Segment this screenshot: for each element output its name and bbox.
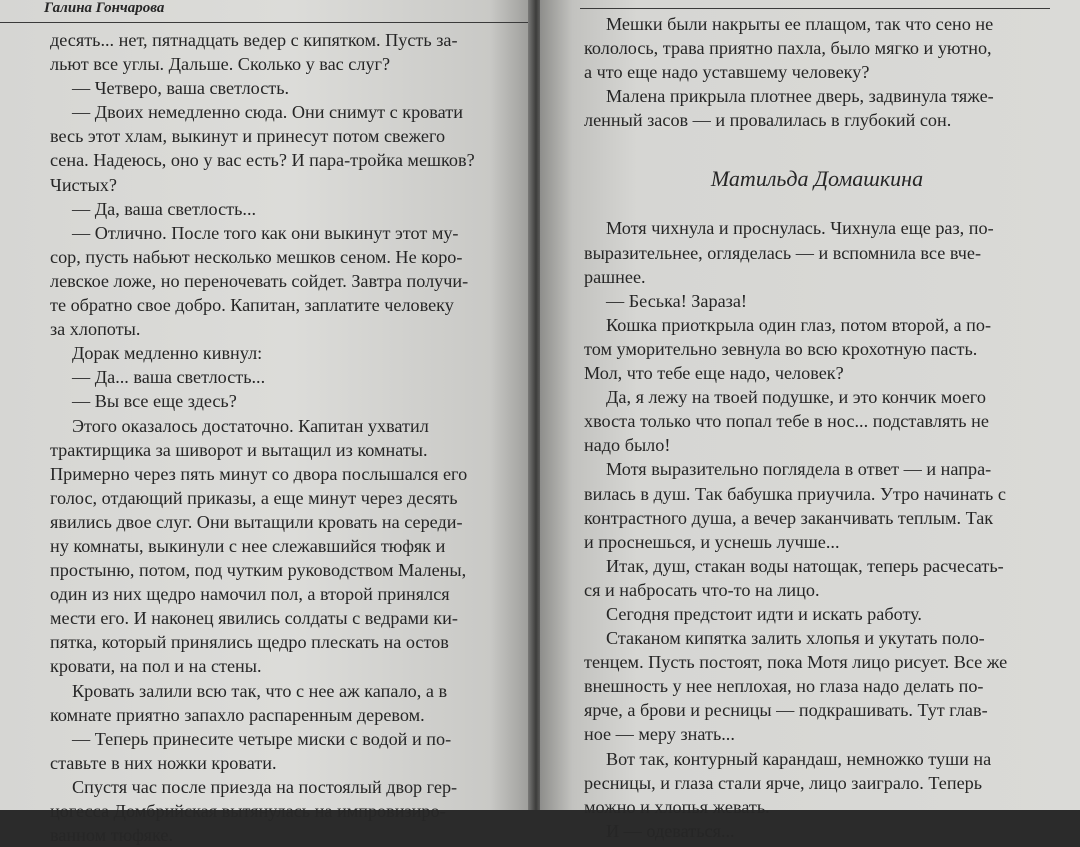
text-line: и проснешься, и уснешь лучше...	[584, 531, 840, 552]
text-line: сор, пусть набьют несколько мешков сеном. Не коро-	[50, 246, 463, 267]
text-line: трактирщика за шиворот и вытащил из комнаты.	[50, 439, 428, 460]
text-line: — Двоих немедленно сюда. Они снимут с кровати	[72, 102, 463, 123]
text-line: — Беська! Зараза!	[606, 290, 747, 311]
text-line: левское ложе, но переночевать сойдет. Завтра получи-	[50, 270, 469, 291]
text-line: том уморительно зевнула во всю крохотную пасть.	[584, 338, 978, 359]
text-line: комнате приятно запахло распаренным деревом.	[50, 704, 425, 725]
text-line: Кошка приоткрыла один глаз, потом второй, а по-	[606, 314, 992, 335]
text-line: выразительнее, огляделась — и вспомнила все вче-	[584, 242, 981, 263]
text-line: Мотя чихнула и проснулась. Чихнула еще раз, по-	[606, 218, 994, 239]
text-line: можно и хлопья жевать.	[584, 796, 770, 817]
text-line: тенцем. Пусть постоят, пока Мотя лицо рисует. Все же	[584, 652, 1008, 673]
text-line: контрастного душа, а вечер заканчивать теплым. Так	[584, 507, 994, 528]
running-head-author: Галина Гончарова	[44, 0, 165, 16]
text-line: Вот так, контурный карандаш, немножко туши на	[606, 748, 992, 769]
text-line: надо было!	[584, 435, 671, 456]
text-line: десять... нет, пятнадцать ведер с кипятком. Пусть за-	[50, 30, 458, 50]
text-line: — Теперь принесите четыре миски с водой и по-	[72, 728, 452, 749]
text-line: Чистых?	[50, 174, 117, 195]
text-line: цогесса Домбрийская вытянулась на импровизиро-	[50, 801, 446, 821]
text-line: кровати, на пол и на стены.	[50, 656, 262, 677]
text-line: рашнее.	[584, 266, 646, 287]
left-page	[0, 0, 532, 846]
text-line: Кровать залили всю так, что с нее аж капало, а в	[72, 680, 448, 701]
text-line: — Да... ваша светлость...	[72, 367, 266, 388]
text-line: весь этот хлам, выкинут и принесут потом свежего	[50, 126, 446, 147]
text-line: Примерно через пять минут со двора послышался его	[50, 463, 468, 484]
text-line: Мотя выразительно поглядела в ответ — и напра-	[606, 459, 992, 480]
text-line: сена. Надеюсь, оно у вас есть? И пара-тройка мешков?	[50, 150, 475, 171]
text-line: один из них щедро намочил пол, а второй принялся	[50, 584, 450, 605]
text-line: Сегодня предстоит идти и искать работу.	[606, 603, 922, 624]
right-page-text	[584, 12, 1050, 843]
text-line: — Да, ваша светлость...	[72, 198, 257, 219]
chapter-title: Матильда Домашкина	[710, 166, 924, 192]
text-line: Да, я лежу на твоей подушке, и это кончик моего	[606, 387, 986, 408]
text-line: Этого оказалось достаточно. Капитан ухватил	[72, 415, 429, 436]
text-line: Дорак медленно кивнул:	[72, 343, 263, 364]
text-line: мести его. И наконец явились солдаты с ведрами ки-	[50, 608, 458, 629]
text-line: Мол, что тебе еще надо, человек?	[584, 363, 844, 384]
text-line: ное — меру знать...	[584, 724, 735, 745]
text-line: явились двое слуг. Они вытащили кровать на середи-	[50, 511, 463, 532]
text-line: те обратно свое добро. Капитан, заплатите человеку	[50, 295, 454, 316]
text-line: Спустя час после приезда на постоялый двор гер-	[72, 776, 458, 797]
text-line: простыню, потом, под чутким руководством Малены,	[50, 560, 467, 581]
text-line: а что еще надо уставшему человеку?	[584, 62, 870, 83]
text-line: Итак, душ, стакан воды натощак, теперь расчесать-	[606, 555, 1004, 576]
text-line: вилась в душ. Так бабушка приучила. Утро начинать с	[584, 483, 1006, 504]
text-line: — Вы все еще здесь?	[72, 391, 237, 412]
text-line: хвоста только что попал тебе в нос... подставлять не	[584, 411, 989, 432]
text-line: Мешки были накрыты ее плащом, так что сено не	[606, 14, 994, 34]
text-line: Стаканом кипятка залить хлопья и укутать поло-	[606, 628, 985, 649]
running-head-rule	[580, 8, 1050, 9]
running-head	[0, 0, 532, 23]
text-line: — Четверо, ваша светлость.	[72, 78, 290, 99]
text-line: ся и набросать что-то на лицо.	[584, 579, 820, 600]
text-line: Малена прикрыла плотнее дверь, задвинула тяже-	[606, 86, 994, 107]
text-line: ну комнаты, выкинули с нее слежавшийся тюфяк и	[50, 535, 446, 556]
text-line: И — одеваться...	[606, 820, 735, 841]
text-line: ставьте в них ножки кровати.	[50, 752, 277, 773]
text-line: голос, отдающий приказы, а еще минут через десять	[50, 487, 458, 508]
text-line: за хлопоты.	[50, 319, 141, 340]
text-line: пятка, который принялись щедро плескать на остов	[50, 632, 449, 653]
text-line: ванном тюфяке.	[50, 825, 174, 846]
text-line: кололось, трава приятно пахла, было мягко и уютно,	[584, 38, 992, 59]
text-line: льют все углы. Дальше. Сколько у вас слуг?	[50, 54, 391, 75]
text-line: — Отлично. После того как они выкинут этот му-	[72, 222, 459, 243]
text-line: ленный засов — и провалилась в глубокий сон.	[584, 110, 952, 131]
text-line: ярче, а брови и ресницы — подкрашивать. Тут глав-	[584, 700, 988, 721]
right-page	[540, 0, 1080, 841]
text-line: внешность у нее неплохая, но глаза надо делать по-	[584, 676, 984, 697]
text-line: ресницы, и глаза стали ярче, лицо заиграло. Теперь	[584, 772, 983, 793]
left-page-text	[50, 28, 502, 847]
